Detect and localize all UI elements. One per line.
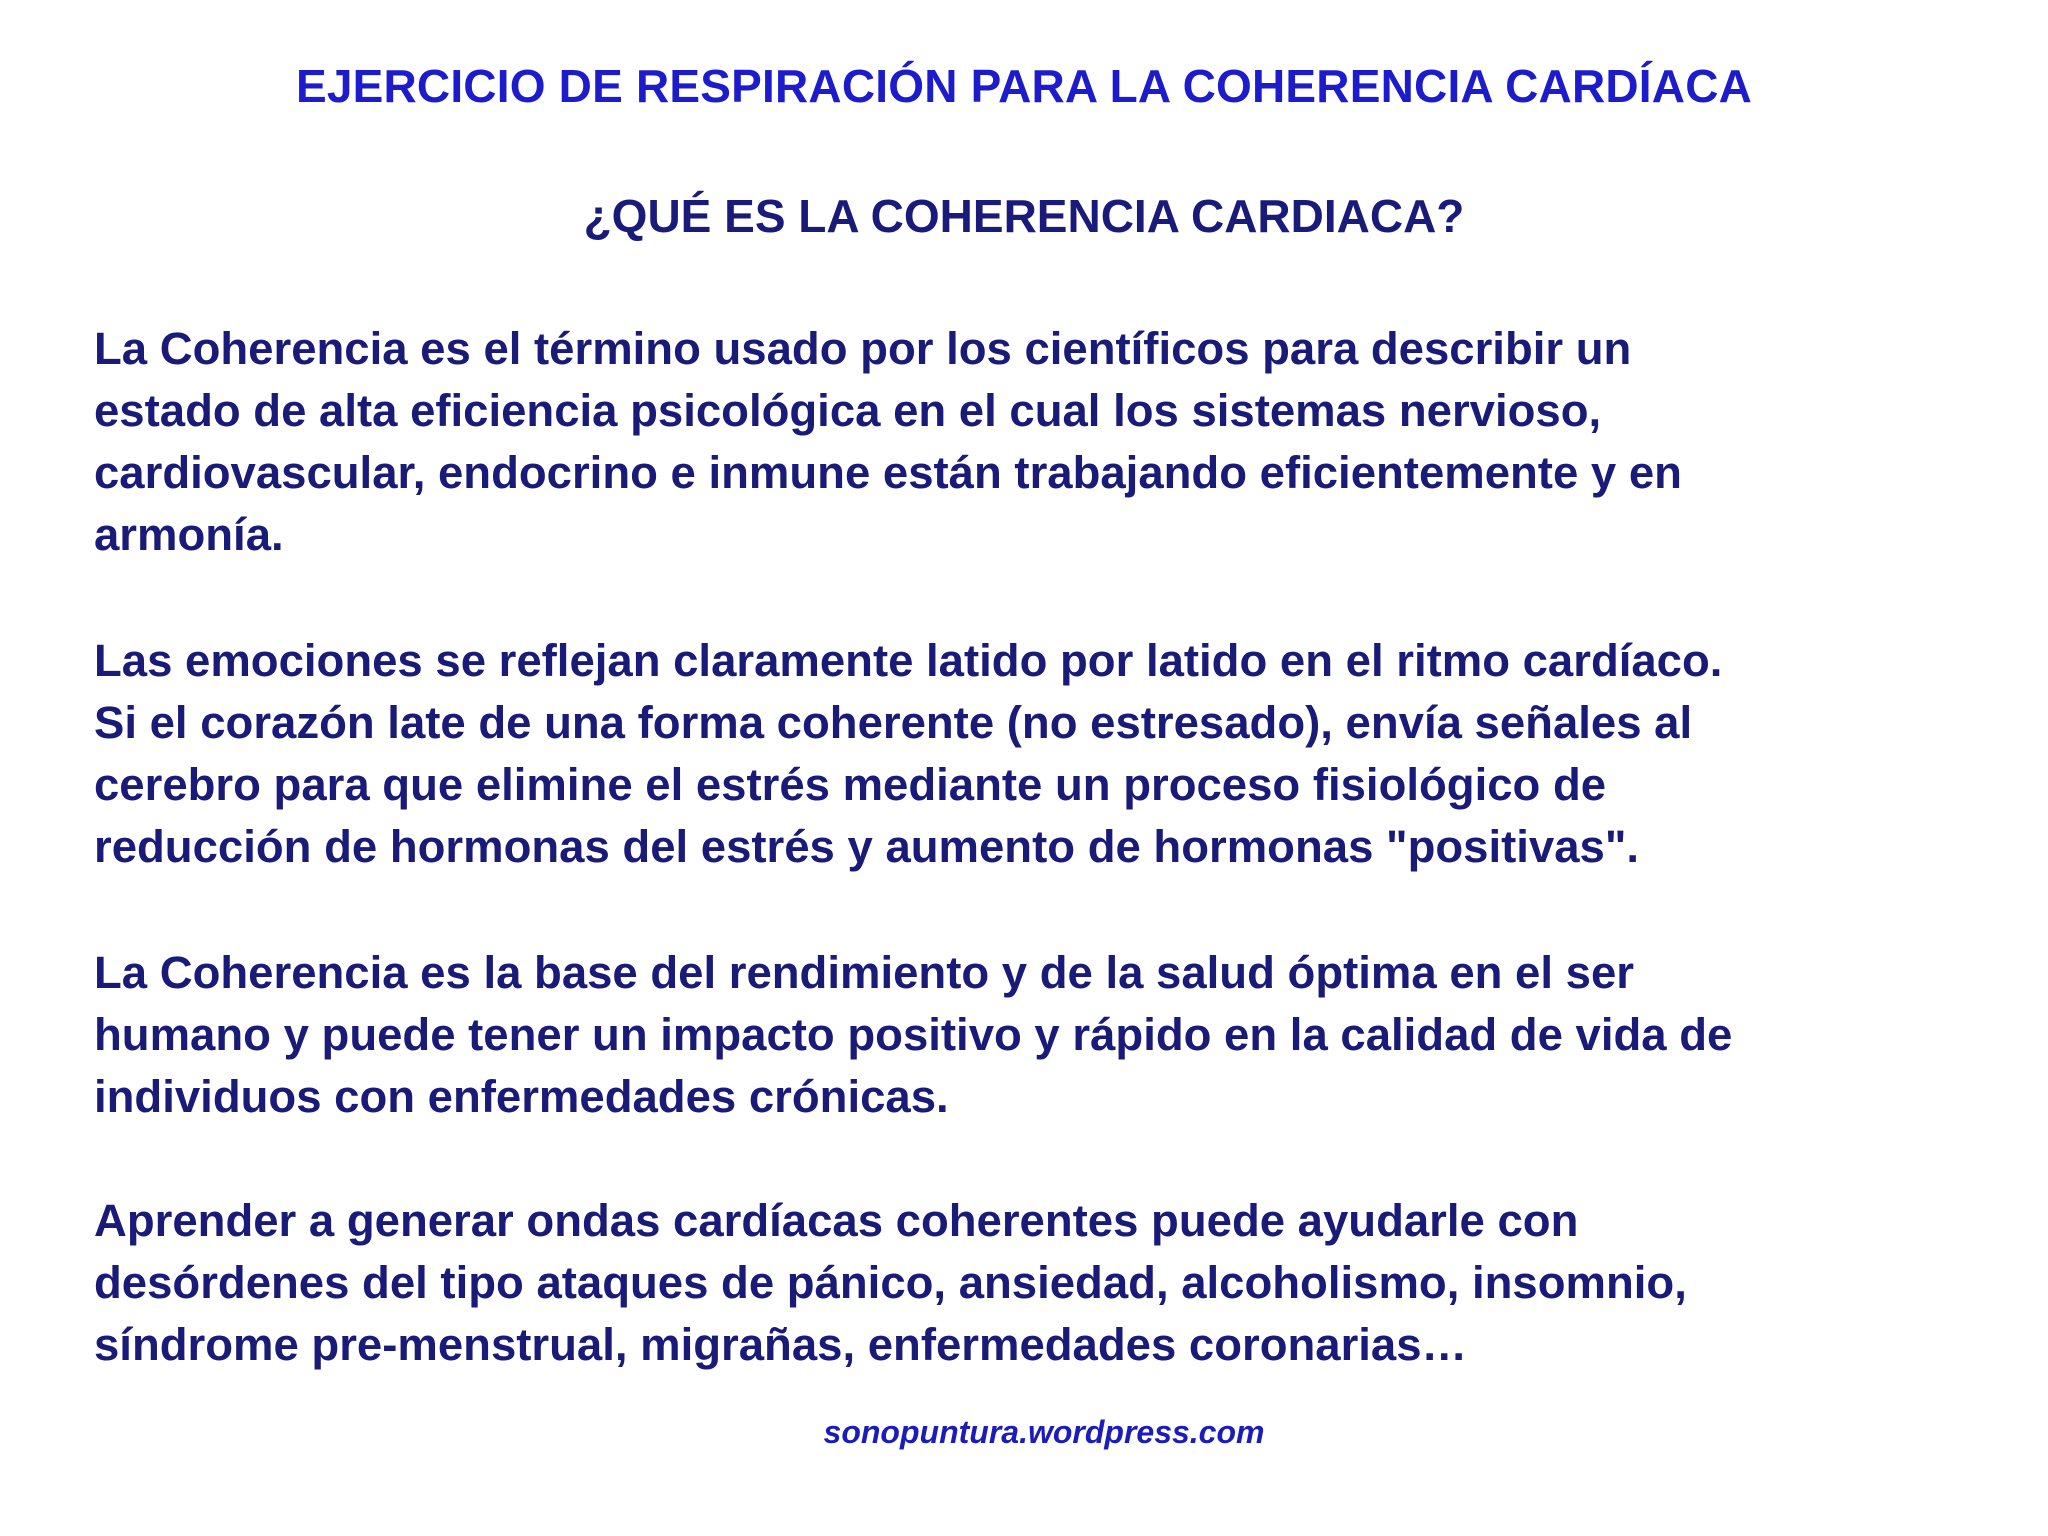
paragraph-line: La Coherencia es el término usado por los científicos para describir un: [94, 323, 1632, 374]
paragraph-line: La Coherencia es la base del rendimiento y de la salud óptima en el ser: [94, 947, 1634, 998]
paragraph-line: armonía.: [94, 509, 284, 560]
paragraph-line: individuos con enfermedades crónicas.: [94, 1071, 949, 1122]
paragraph-line: cardiovascular, endocrino e inmune están trabajando eficientemente y en: [94, 447, 1682, 498]
paragraph-line: síndrome pre-menstrual, migrañas, enfermedades coronarias…: [94, 1319, 1468, 1370]
source-footer: sonopuntura.wordpress.com: [823, 1414, 1265, 1450]
section-heading: ¿QUÉ ES LA COHERENCIA CARDIACA?: [583, 190, 1465, 242]
paragraph-line: humano y puede tener un impacto positivo y rápido en la calidad de vida de: [94, 1009, 1733, 1060]
paragraph-line: Si el corazón late de una forma coherente (no estresado), envía señales al: [94, 697, 1693, 748]
paragraph-line: cerebro para que elimine el estrés mediante un proceso fisiológico de: [94, 759, 1607, 810]
paragraph-emotions: [94, 630, 1994, 878]
paragraph-line: desórdenes del tipo ataques de pánico, ansiedad, alcoholismo, insomnio,: [94, 1257, 1687, 1308]
paragraph-performance: [94, 942, 1994, 1128]
paragraph-line: Aprender a generar ondas cardíacas coherentes puede ayudarle con: [94, 1195, 1579, 1246]
paragraph-line: reducción de hormonas del estrés y aumento de hormonas "positivas".: [94, 821, 1640, 872]
document-title: EJERCICIO DE RESPIRACIÓN PARA LA COHERENCIA CARDÍACA: [295, 60, 1753, 112]
paragraph-coherence-definition: [94, 318, 1994, 566]
paragraph-line: Las emociones se reflejan claramente latido por latido en el ritmo cardíaco.: [94, 635, 1723, 686]
paragraph-benefits: [94, 1190, 1994, 1376]
paragraph-line: estado de alta eficiencia psicológica en el cual los sistemas nervioso,: [94, 385, 1602, 436]
